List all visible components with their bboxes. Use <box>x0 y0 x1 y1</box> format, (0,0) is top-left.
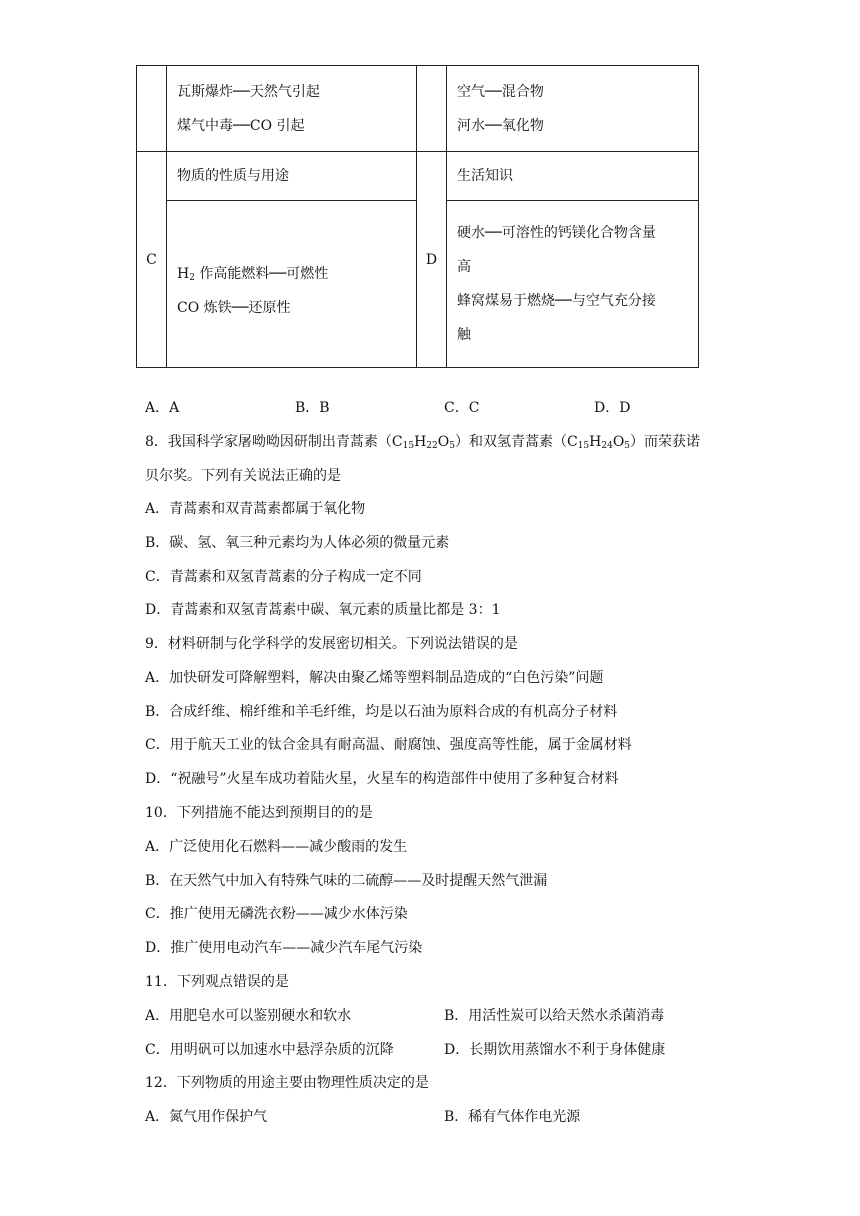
table-text: 煤气中毒──CO 引起 <box>177 117 305 134</box>
q11-option-a: A．用肥皂水可以鉴别硬水和软水 <box>145 1008 352 1024</box>
row-a-left-cell <box>167 66 417 152</box>
q9-stem: 9．材料研制与化学科学的发展密切相关。下列说法错误的是 <box>145 636 518 652</box>
table-text: 瓦斯爆炸──天然气引起 <box>177 83 320 100</box>
table-text: 硬水──可溶性的钙镁化合物含量 <box>457 225 656 241</box>
row-a-right-cell <box>447 66 699 152</box>
d-body-cell <box>447 201 699 368</box>
q11-stem: 11．下列观点错误的是 <box>145 974 289 990</box>
comparison-table <box>136 65 699 368</box>
q9-option-d: D．“祝融号”火星车成功着陆火星，火星车的构造部件中使用了多种复合材料 <box>145 771 619 787</box>
q9-option-b: B．合成纤维、棉纤维和羊毛纤维，均是以石油为原料合成的有机高分子材料 <box>145 704 618 720</box>
q8-option-a: A．青蒿素和双青蒿素都属于氧化物 <box>145 501 366 517</box>
d-header: 生活知识 <box>447 152 699 201</box>
q7-option-b: B．B <box>295 400 330 416</box>
q10-option-a: A．广泛使用化石燃料——减少酸雨的发生 <box>145 839 408 855</box>
row-a-label-cell <box>137 66 167 152</box>
q9-option-a: A．加快研发可降解塑料，解决由聚乙烯等塑料制品造成的“白色污染”问题 <box>145 670 604 686</box>
q10-option-d: D．推广使用电动汽车——减少汽车尾气污染 <box>145 940 423 956</box>
table-text: 河水──氧化物 <box>457 117 544 134</box>
table-text: 触 <box>457 327 471 343</box>
q12-option-a: A．氮气用作保护气 <box>145 1109 268 1125</box>
c-header: 物质的性质与用途 <box>167 152 417 201</box>
c-body-cell <box>167 201 417 368</box>
table-row-ab <box>137 66 699 152</box>
q9-option-c: C．用于航天工业的钛合金具有耐高温、耐腐蚀、强度高等性能，属于金属材料 <box>145 737 632 753</box>
table-text: 高 <box>457 259 471 275</box>
q8-stem-line1: 8．我国科学家屠呦呦因研制出青蒿素$(C_{15}H_{22}O_5)$和双氢青蒿素$(C_{15}H_{24}O_5)$而荣获诺 <box>145 434 701 451</box>
q11-option-c: C．用明矾可以加速水中悬浮杂质的沉降 <box>145 1042 394 1058</box>
table-text: CO 炼铁──还原性 <box>177 300 291 316</box>
q11-option-b: B．用活性炭可以给天然水杀菌消毒 <box>444 1008 665 1024</box>
q12-stem: 12．下列物质的用途主要由物理性质决定的是 <box>145 1075 429 1091</box>
q8-option-b: B．碳、氢、氧三种元素均为人体必须的微量元素 <box>145 535 450 551</box>
table-text: 空气──混合物 <box>457 83 544 100</box>
row-d-label: D <box>417 152 447 368</box>
q8-option-d: D．青蒿素和双氢青蒿素中碳、氧元素的质量比都是 3：1 <box>145 602 501 618</box>
q10-stem: 10．下列措施不能达到预期目的的是 <box>145 805 373 821</box>
row-b-label-cell <box>417 66 447 152</box>
q7-option-c: C．C <box>444 400 480 416</box>
q10-option-c: C．推广使用无磷洗衣粉——减少水体污染 <box>145 906 408 922</box>
q10-option-b: B．在天然气中加入有特殊气味的二硫醇——及时提醒天然气泄漏 <box>145 873 548 889</box>
q8-stem-line2: 贝尔奖。下列有关说法正确的是 <box>145 468 341 484</box>
table-text: $H_2$ 作高能燃料──可燃性 <box>177 266 329 283</box>
q11-option-d: D．长期饮用蒸馏水不利于身体健康 <box>444 1042 666 1058</box>
q7-option-a: A．A <box>145 400 180 416</box>
q12-option-b: B．稀有气体作电光源 <box>444 1109 581 1125</box>
table-text: 蜂窝煤易于燃烧──与空气充分接 <box>457 293 656 309</box>
q7-option-d: D．D <box>594 400 631 416</box>
table-row-cd-header <box>137 152 699 201</box>
row-c-label: C <box>137 152 167 368</box>
q8-option-c: C．青蒿素和双氢青蒿素的分子构成一定不同 <box>145 569 422 585</box>
